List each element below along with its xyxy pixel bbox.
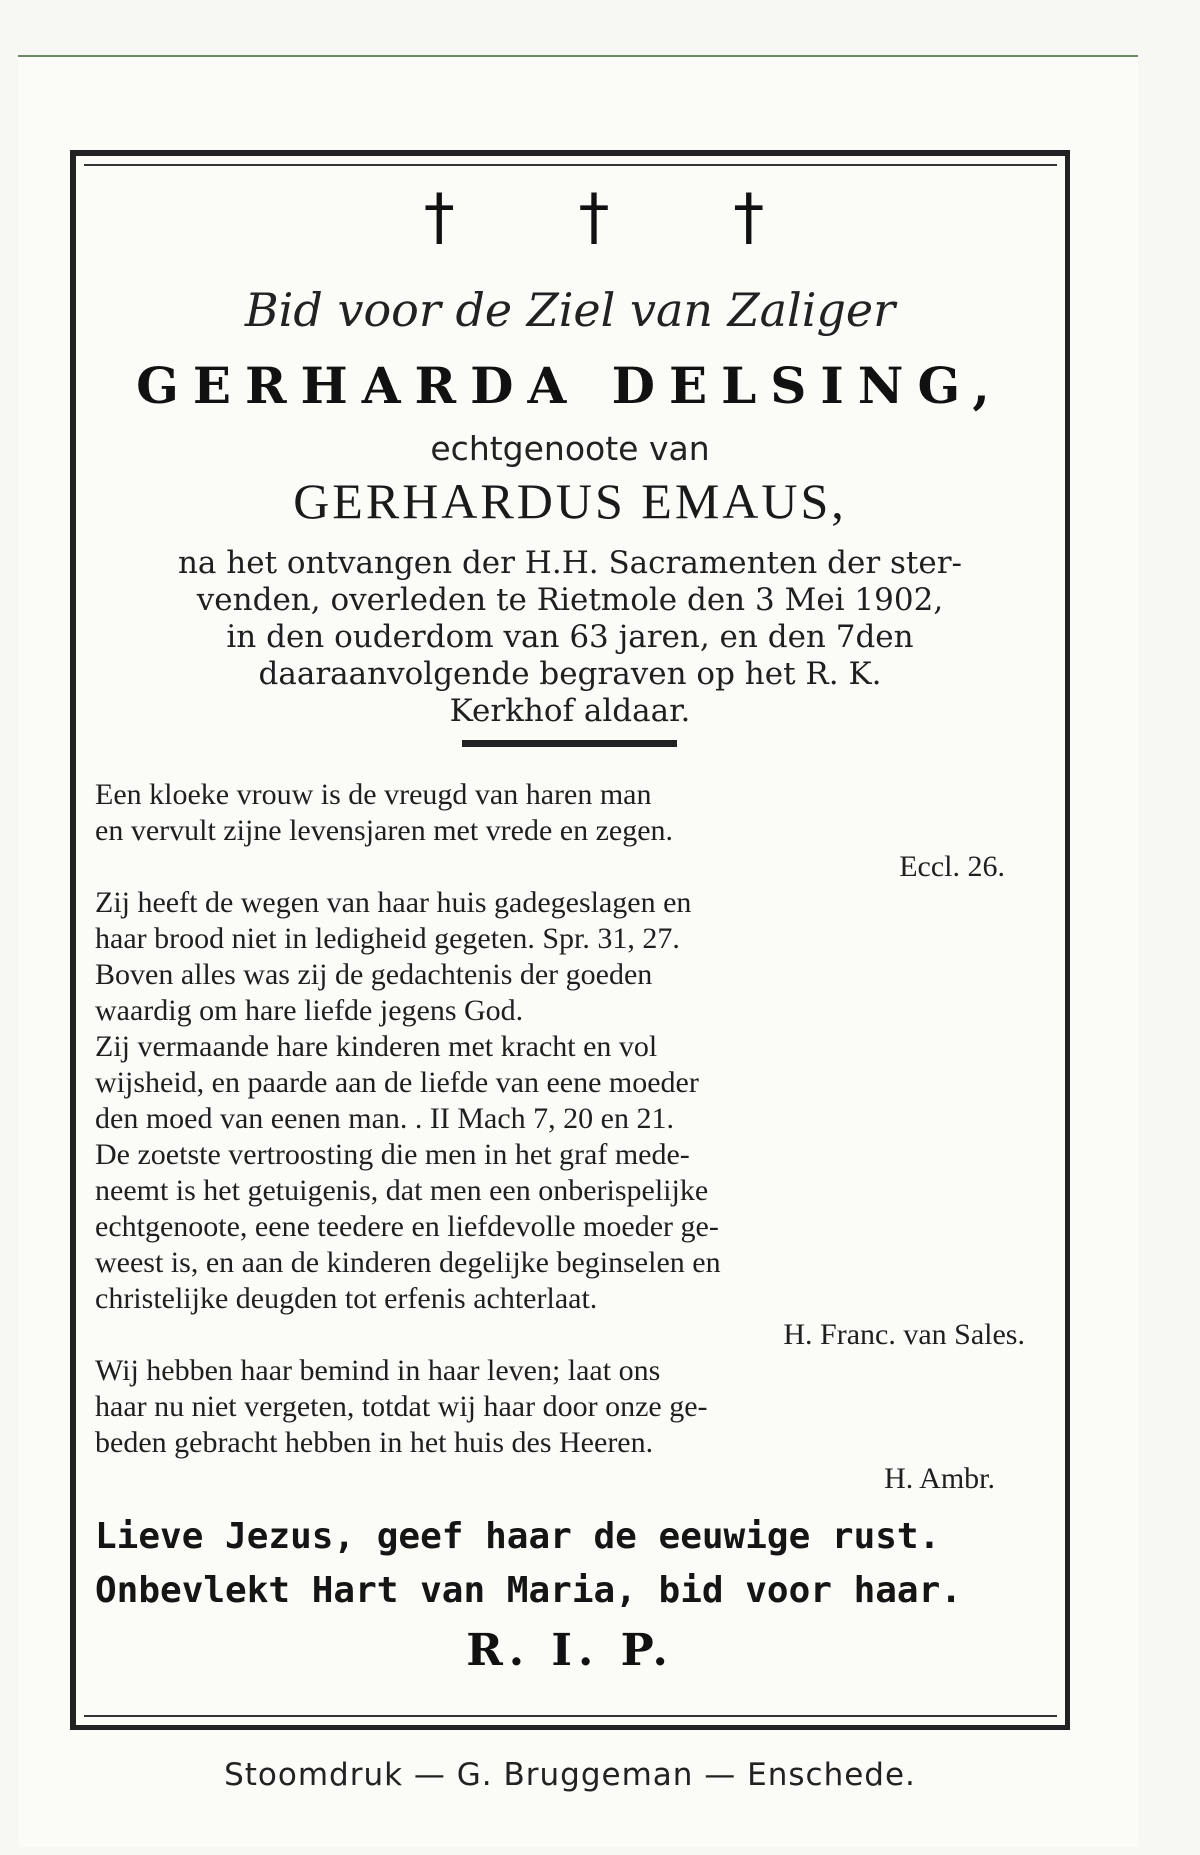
quote-line: den moed van eenen man. . II Mach 7, 20 en 21.	[95, 1102, 674, 1135]
quote-line: neemt is het getuigenis, dat men een onberispelijke	[95, 1174, 709, 1207]
quote-line: Zij heeft de wegen van haar huis gadegeslagen en	[95, 886, 692, 919]
printer-credit: Stoomdruk — G. Bruggeman — Enschede.	[224, 1757, 916, 1793]
relation-line: echtgenoote van	[430, 429, 710, 468]
death-line: daaraanvolgende begraven op het R. K.	[258, 656, 882, 692]
death-line: venden, overleden te Rietmole den 3 Mei 1902,	[196, 582, 944, 618]
quote-line: weest is, en aan de kinderen degelijke beginselen en	[95, 1246, 721, 1279]
death-notice	[95, 545, 1045, 730]
quote-line: echtgenoote, eene teedere en liefdevolle moeder ge-	[95, 1210, 719, 1243]
quote-line: Zij vermaande hare kinderen met kracht en vol	[95, 1030, 658, 1063]
quote-line: haar nu niet vergeten, totdat wij haar door onze ge-	[95, 1390, 708, 1423]
spouse-name: GERHARDUS EMAUS,	[293, 473, 847, 529]
intro-line: Bid voor de Ziel van Zaliger	[244, 283, 896, 337]
death-line: Kerkhof aldaar.	[449, 693, 691, 729]
quote-line: Boven alles was zij de gedachtenis der goeden	[95, 958, 653, 991]
rip-text: R. I. P.	[466, 1625, 674, 1676]
quote-line: De zoetste vertroosting die men in het graf mede-	[95, 1138, 690, 1171]
quote-line: en vervult zijne levensjaren met vrede en zegen.	[95, 814, 674, 847]
quote-line: waardig om hare liefde jegens God.	[95, 994, 524, 1027]
death-line: na het ontvangen der H.H. Sacramenten der ster-	[177, 545, 963, 581]
quote-line: Een kloeke vrouw is de vreugd van haren man	[95, 778, 652, 811]
quote-line: beden gebracht hebben in het huis des Heeren.	[95, 1426, 654, 1459]
quote-source: H. Ambr.	[884, 1462, 995, 1495]
prayers-block	[95, 1510, 1035, 1618]
quote-line: wijsheid, en paarde aan de liefde van eene moeder	[95, 1066, 699, 1099]
death-line: in den ouderdom van 63 jaren, en den 7den	[226, 619, 914, 655]
quotes-block	[95, 777, 1035, 1497]
crosses-ornament: † † †	[423, 180, 817, 253]
divider-rule	[462, 740, 677, 747]
quote-line: haar brood niet in ledigheid gegeten. Spr. 31, 27.	[95, 922, 680, 955]
prayer-line: Lieve Jezus, geef haar de eeuwige rust.	[95, 1516, 941, 1557]
quote-line: Wij hebben haar bemind in haar leven; laat ons	[95, 1354, 661, 1387]
quote-source: H. Franc. van Sales.	[783, 1318, 1025, 1351]
deceased-name: GERHARDA DELSING,	[136, 356, 1004, 415]
quote-source: Eccl. 26.	[899, 850, 1005, 883]
quote-line: christelijke deugden tot erfenis achterlaat.	[95, 1282, 598, 1315]
prayer-line: Onbevlekt Hart van Maria, bid voor haar.	[95, 1570, 962, 1611]
